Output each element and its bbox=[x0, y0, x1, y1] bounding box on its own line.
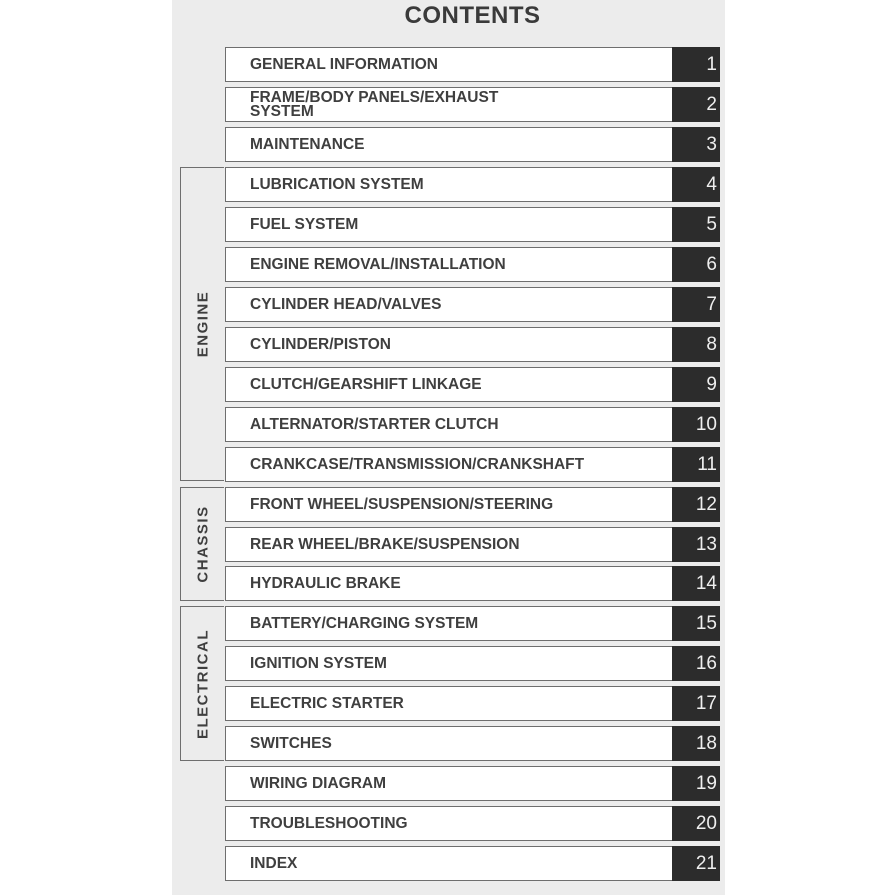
chapter-row-10[interactable] bbox=[225, 407, 720, 442]
chapter-row-15[interactable] bbox=[225, 606, 720, 641]
chapter-number-tab[interactable]: 19 bbox=[672, 766, 720, 801]
section-label: CHASSIS bbox=[194, 505, 211, 583]
chapter-number-tab[interactable]: 6 bbox=[672, 247, 720, 282]
chapter-row-20[interactable] bbox=[225, 806, 720, 841]
chapter-title: CYLINDER/PISTON bbox=[250, 335, 391, 353]
chapter-title: LUBRICATION SYSTEM bbox=[250, 175, 424, 193]
chapter-row-17[interactable] bbox=[225, 686, 720, 721]
chapter-number-tab[interactable]: 2 bbox=[672, 87, 720, 122]
section-chassis bbox=[180, 487, 224, 601]
chapter-row-4[interactable] bbox=[225, 167, 720, 202]
chapter-number-tab[interactable]: 20 bbox=[672, 806, 720, 841]
chapter-title: SWITCHES bbox=[250, 734, 332, 752]
section-engine bbox=[180, 167, 224, 481]
chapter-row-18[interactable] bbox=[225, 726, 720, 761]
chapter-title: IGNITION SYSTEM bbox=[250, 654, 387, 672]
chapter-number-tab[interactable]: 4 bbox=[672, 167, 720, 202]
chapter-row-19[interactable] bbox=[225, 766, 720, 801]
chapter-number-tab[interactable]: 18 bbox=[672, 726, 720, 761]
chapter-number-tab[interactable]: 21 bbox=[672, 846, 720, 881]
chapter-title: CLUTCH/GEARSHIFT LINKAGE bbox=[250, 375, 482, 393]
chapter-row-6[interactable] bbox=[225, 247, 720, 282]
chapter-number-tab[interactable]: 13 bbox=[672, 527, 720, 562]
chapter-title: ALTERNATOR/STARTER CLUTCH bbox=[250, 415, 499, 433]
chapter-title: FRAME/BODY PANELS/EXHAUST SYSTEM bbox=[250, 88, 499, 120]
chapter-number-tab[interactable]: 12 bbox=[672, 487, 720, 522]
page-title: CONTENTS bbox=[404, 2, 541, 29]
chapter-title: CYLINDER HEAD/VALVES bbox=[250, 295, 442, 313]
chapter-row-8[interactable] bbox=[225, 327, 720, 362]
chapter-title: GENERAL INFORMATION bbox=[250, 55, 439, 73]
chapter-number-tab[interactable]: 17 bbox=[672, 686, 720, 721]
chapter-number-tab[interactable]: 16 bbox=[672, 646, 720, 681]
chapter-row-1[interactable] bbox=[225, 47, 720, 82]
chapter-row-14[interactable] bbox=[225, 566, 720, 601]
chapter-title: TROUBLESHOOTING bbox=[250, 814, 408, 832]
chapter-row-11[interactable] bbox=[225, 447, 720, 482]
chapter-number-tab[interactable]: 15 bbox=[672, 606, 720, 641]
chapter-row-7[interactable] bbox=[225, 287, 720, 322]
chapter-row-21[interactable] bbox=[225, 846, 720, 881]
chapter-row-3[interactable] bbox=[225, 127, 720, 162]
chapter-title: FRONT WHEEL/SUSPENSION/STEERING bbox=[250, 495, 554, 513]
chapter-number-tab[interactable]: 14 bbox=[672, 566, 720, 601]
chapter-row-13[interactable] bbox=[225, 527, 720, 562]
chapter-number-tab[interactable]: 5 bbox=[672, 207, 720, 242]
chapter-row-2[interactable] bbox=[225, 87, 720, 122]
chapter-title: HYDRAULIC BRAKE bbox=[250, 574, 401, 592]
chapter-title: FUEL SYSTEM bbox=[250, 215, 359, 233]
chapter-title: WIRING DIAGRAM bbox=[250, 774, 387, 792]
chapter-number-tab[interactable]: 8 bbox=[672, 327, 720, 362]
chapter-row-16[interactable] bbox=[225, 646, 720, 681]
chapter-number-tab[interactable]: 11 bbox=[672, 447, 720, 482]
chapter-row-9[interactable] bbox=[225, 367, 720, 402]
chapter-number-tab[interactable]: 1 bbox=[672, 47, 720, 82]
chapter-number-tab[interactable]: 9 bbox=[672, 367, 720, 402]
section-label: ELECTRICAL bbox=[194, 628, 211, 739]
chapter-title: CRANKCASE/TRANSMISSION/CRANKSHAFT bbox=[250, 455, 585, 473]
chapter-number-tab[interactable]: 3 bbox=[672, 127, 720, 162]
chapter-title: REAR WHEEL/BRAKE/SUSPENSION bbox=[250, 535, 520, 553]
chapter-row-5[interactable] bbox=[225, 207, 720, 242]
chapter-title: INDEX bbox=[250, 854, 298, 872]
section-label: ENGINE bbox=[194, 290, 211, 358]
chapter-title: MAINTENANCE bbox=[250, 135, 365, 153]
chapter-row-12[interactable] bbox=[225, 487, 720, 522]
chapter-title: ENGINE REMOVAL/INSTALLATION bbox=[250, 255, 506, 273]
chapter-title: ELECTRIC STARTER bbox=[250, 694, 404, 712]
chapter-number-tab[interactable]: 7 bbox=[672, 287, 720, 322]
chapter-number-tab[interactable]: 10 bbox=[672, 407, 720, 442]
section-electrical bbox=[180, 606, 224, 761]
chapter-title: BATTERY/CHARGING SYSTEM bbox=[250, 614, 479, 632]
